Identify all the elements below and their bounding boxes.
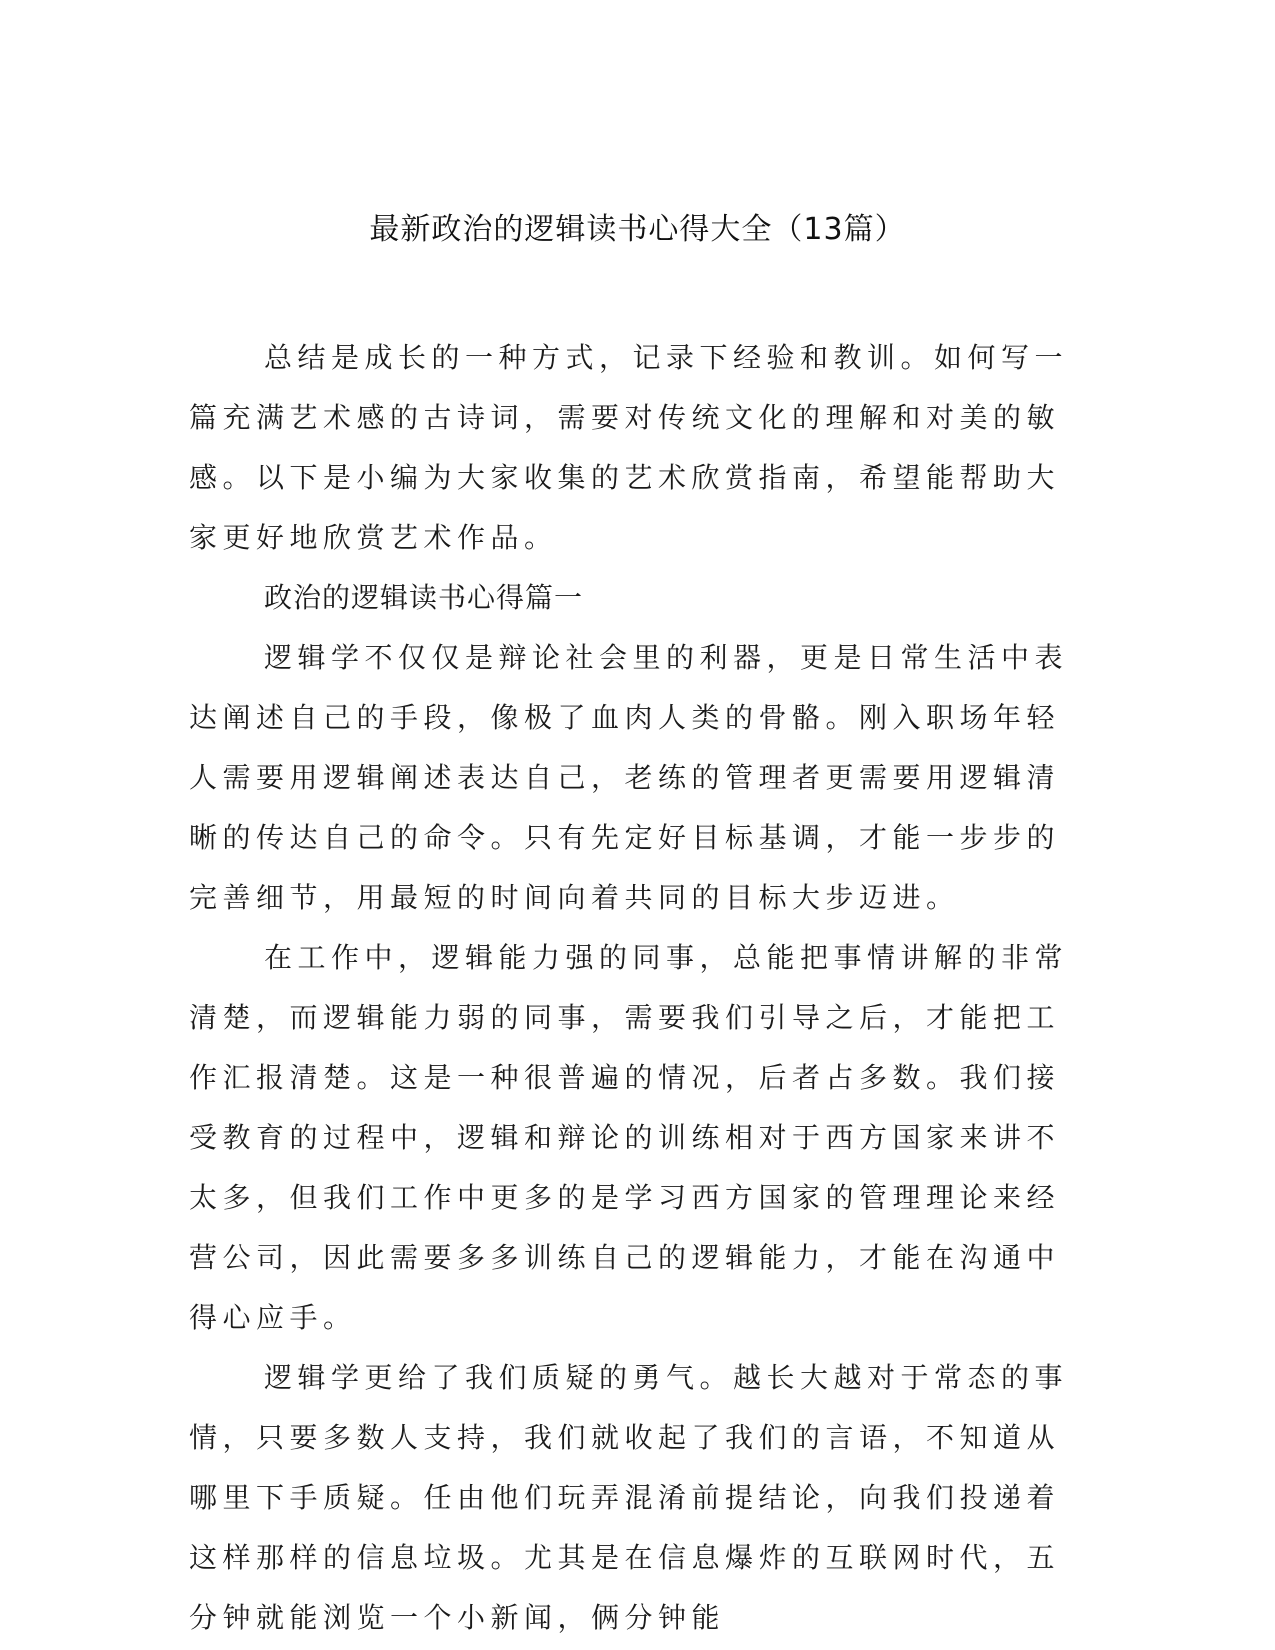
document-body xyxy=(189,328,1079,1648)
intro-paragraph: 总结是成长的一种方式，记录下经验和教训。如何写一篇充满艺术感的古诗词，需要对传统文化的理解和对美的敏感。以下是小编为大家收集的艺术欣赏指南，希望能帮助大家更好地欣赏艺术作品。 xyxy=(189,341,1069,554)
body-paragraph: 逻辑学不仅仅是辩论社会里的利器，更是日常生活中表达阐述自己的手段，像极了血肉人类的骨骼。刚入职场年轻人需要用逻辑阐述表达自己，老练的管理者更需要用逻辑清晰的传达自己的命令。只有先定好目标基调，才能一步步的完善细节，用最短的时间向着共同的目标大步迈进。 xyxy=(189,641,1069,914)
section-heading: 政治的逻辑读书心得篇一 xyxy=(264,581,584,614)
body-paragraph: 在工作中，逻辑能力强的同事，总能把事情讲解的非常清楚，而逻辑能力弱的同事，需要我们引导之后，才能把工作汇报清楚。这是一种很普遍的情况，后者占多数。我们接受教育的过程中，逻辑和辩论的训练相对于西方国家来讲不太多，但我们工作中更多的是学习西方国家的管理理论来经营公司，因此需要多多训练自己的逻辑能力，才能在沟通中得心应手。 xyxy=(189,941,1069,1334)
document-title: 最新政治的逻辑读书心得大全（13篇） xyxy=(369,212,906,247)
body-paragraph: 逻辑学更给了我们质疑的勇气。越长大越对于常态的事情，只要多数人支持，我们就收起了我们的言语，不知道从哪里下手质疑。任由他们玩弄混淆前提结论，向我们投递着这样那样的信息垃圾。尤其是在信息爆炸的互联网时代，五分钟就能浏览一个小新闻，俩分钟能 xyxy=(189,1361,1069,1634)
